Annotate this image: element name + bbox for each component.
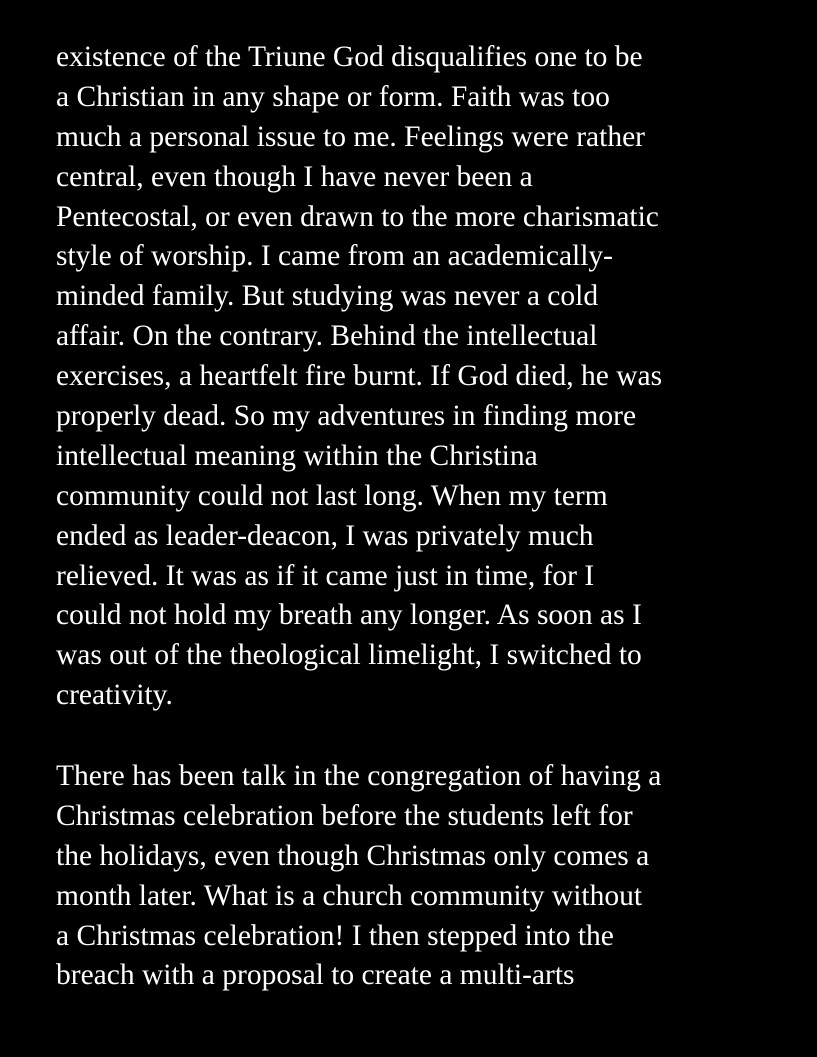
paragraph-line: There has been talk in the congregation of having a [56,760,662,792]
paragraph-line: ended as leader-deacon, I was privately much [56,519,594,552]
paragraph-line: the holidays, even though Christmas only comes a [56,839,650,872]
paragraph-line: a Christian in any shape or form. Faith was too [56,80,610,113]
paragraph-line: properly dead. So my adventures in finding more [56,400,637,433]
paragraph-line: could not hold my breath any longer. As soon as I [56,599,642,632]
paragraph-line: much a personal issue to me. Feelings were rather [56,120,645,153]
paragraph-line: exercises, a heartfelt fire burnt. If God died, he was [56,360,663,393]
paragraph-line: creativity. [56,679,173,712]
paragraph-line: month later. What is a church community without [56,879,643,912]
paragraph-line: Pentecostal, or even drawn to the more charismatic [56,200,659,233]
paragraph-line: style of worship. I came from an academically- [56,240,613,273]
paragraph-line: affair. On the contrary. Behind the intellectual [56,320,598,353]
paragraph-line: central, even though I have never been a [56,160,533,193]
paragraph-line: relieved. It was as if it came just in time, for I [56,559,595,592]
paragraph-line: minded family. But studying was never a cold [56,280,599,313]
paragraph-line: Christmas celebration before the students left for [56,799,633,832]
paragraph-line: a Christmas celebration! I then stepped into the [56,919,614,952]
paragraph-2 [56,757,661,996]
paragraph-line: was out of the theological limelight, I switched to [56,639,642,672]
paragraph-line: community could not last long. When my term [56,479,608,512]
paragraph-1 [56,38,662,716]
paragraph-line: intellectual meaning within the Christina [56,439,538,472]
paragraph-line: breach with a proposal to create a multi-arts [56,959,575,992]
paragraph-line: existence of the Triune God disqualifies one to be [56,41,643,73]
